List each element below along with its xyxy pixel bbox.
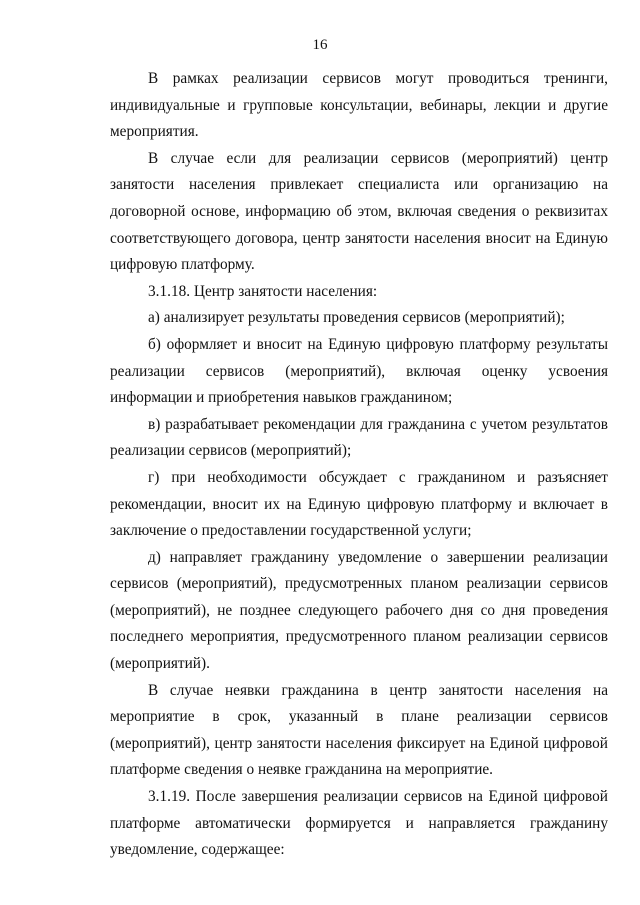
- list-item-v: в) разрабатывает рекомендации для гражданина с учетом результатов реализации сервисов (мероприятий);: [110, 415, 608, 460]
- list-item-b: б) оформляет и вносит на Единую цифровую платформу результаты реализации сервисов (мероприятий), включая оценку усвоения информации и приобретения навыков гражданином;: [110, 335, 608, 407]
- page-number: 16: [312, 37, 328, 53]
- paragraph-services-events: В рамках реализации сервисов могут проводиться тренинги, индивидуальные и групповые консультации, вебинары, лекции и другие мероприятия.: [110, 70, 608, 141]
- list-item-a: а) анализирует результаты проведения сервисов (мероприятий);: [148, 309, 565, 327]
- paragraph-non-attendance: В случае неявки гражданина в центр занятости населения на мероприятие в срок, указанный в плане реализации сервисов (мероприятий), центр занятости населения фиксирует на Единой цифровой платформе сведения о неявке гражданина на мероприятие.: [110, 681, 608, 779]
- list-item-d: д) направляет гражданину уведомление о завершении реализации сервисов (мероприятий), предусмотренных планом реализации сервисов (мероприятий), не позднее следующего рабочего дня со дня проведения последнего мероприятия, предусмотренного планом реализации сервисов (мероприятий).: [110, 548, 608, 673]
- paragraph-contract-specialist: В случае если для реализации сервисов (мероприятий) центр занятости населения привлекает специалиста или организацию на договорной основе, информацию об этом, включая сведения о реквизитах соответствующего договора, центр занятости населения вносит на Единую цифровую платформу.: [110, 149, 608, 274]
- document-body: [110, 66, 608, 864]
- list-item-g: г) при необходимости обсуждает с гражданином и разъясняет рекомендации, вносит их на Единую цифровую платформу и включает в заключение о предоставлении государственной услуги;: [110, 468, 608, 540]
- clause-3-1-18-heading: 3.1.18. Центр занятости населения:: [148, 282, 378, 300]
- clause-3-1-19: 3.1.19. После завершения реализации сервисов на Единой цифровой платформе автоматически формируется и направляется гражданину уведомление, содержащее:: [110, 788, 608, 859]
